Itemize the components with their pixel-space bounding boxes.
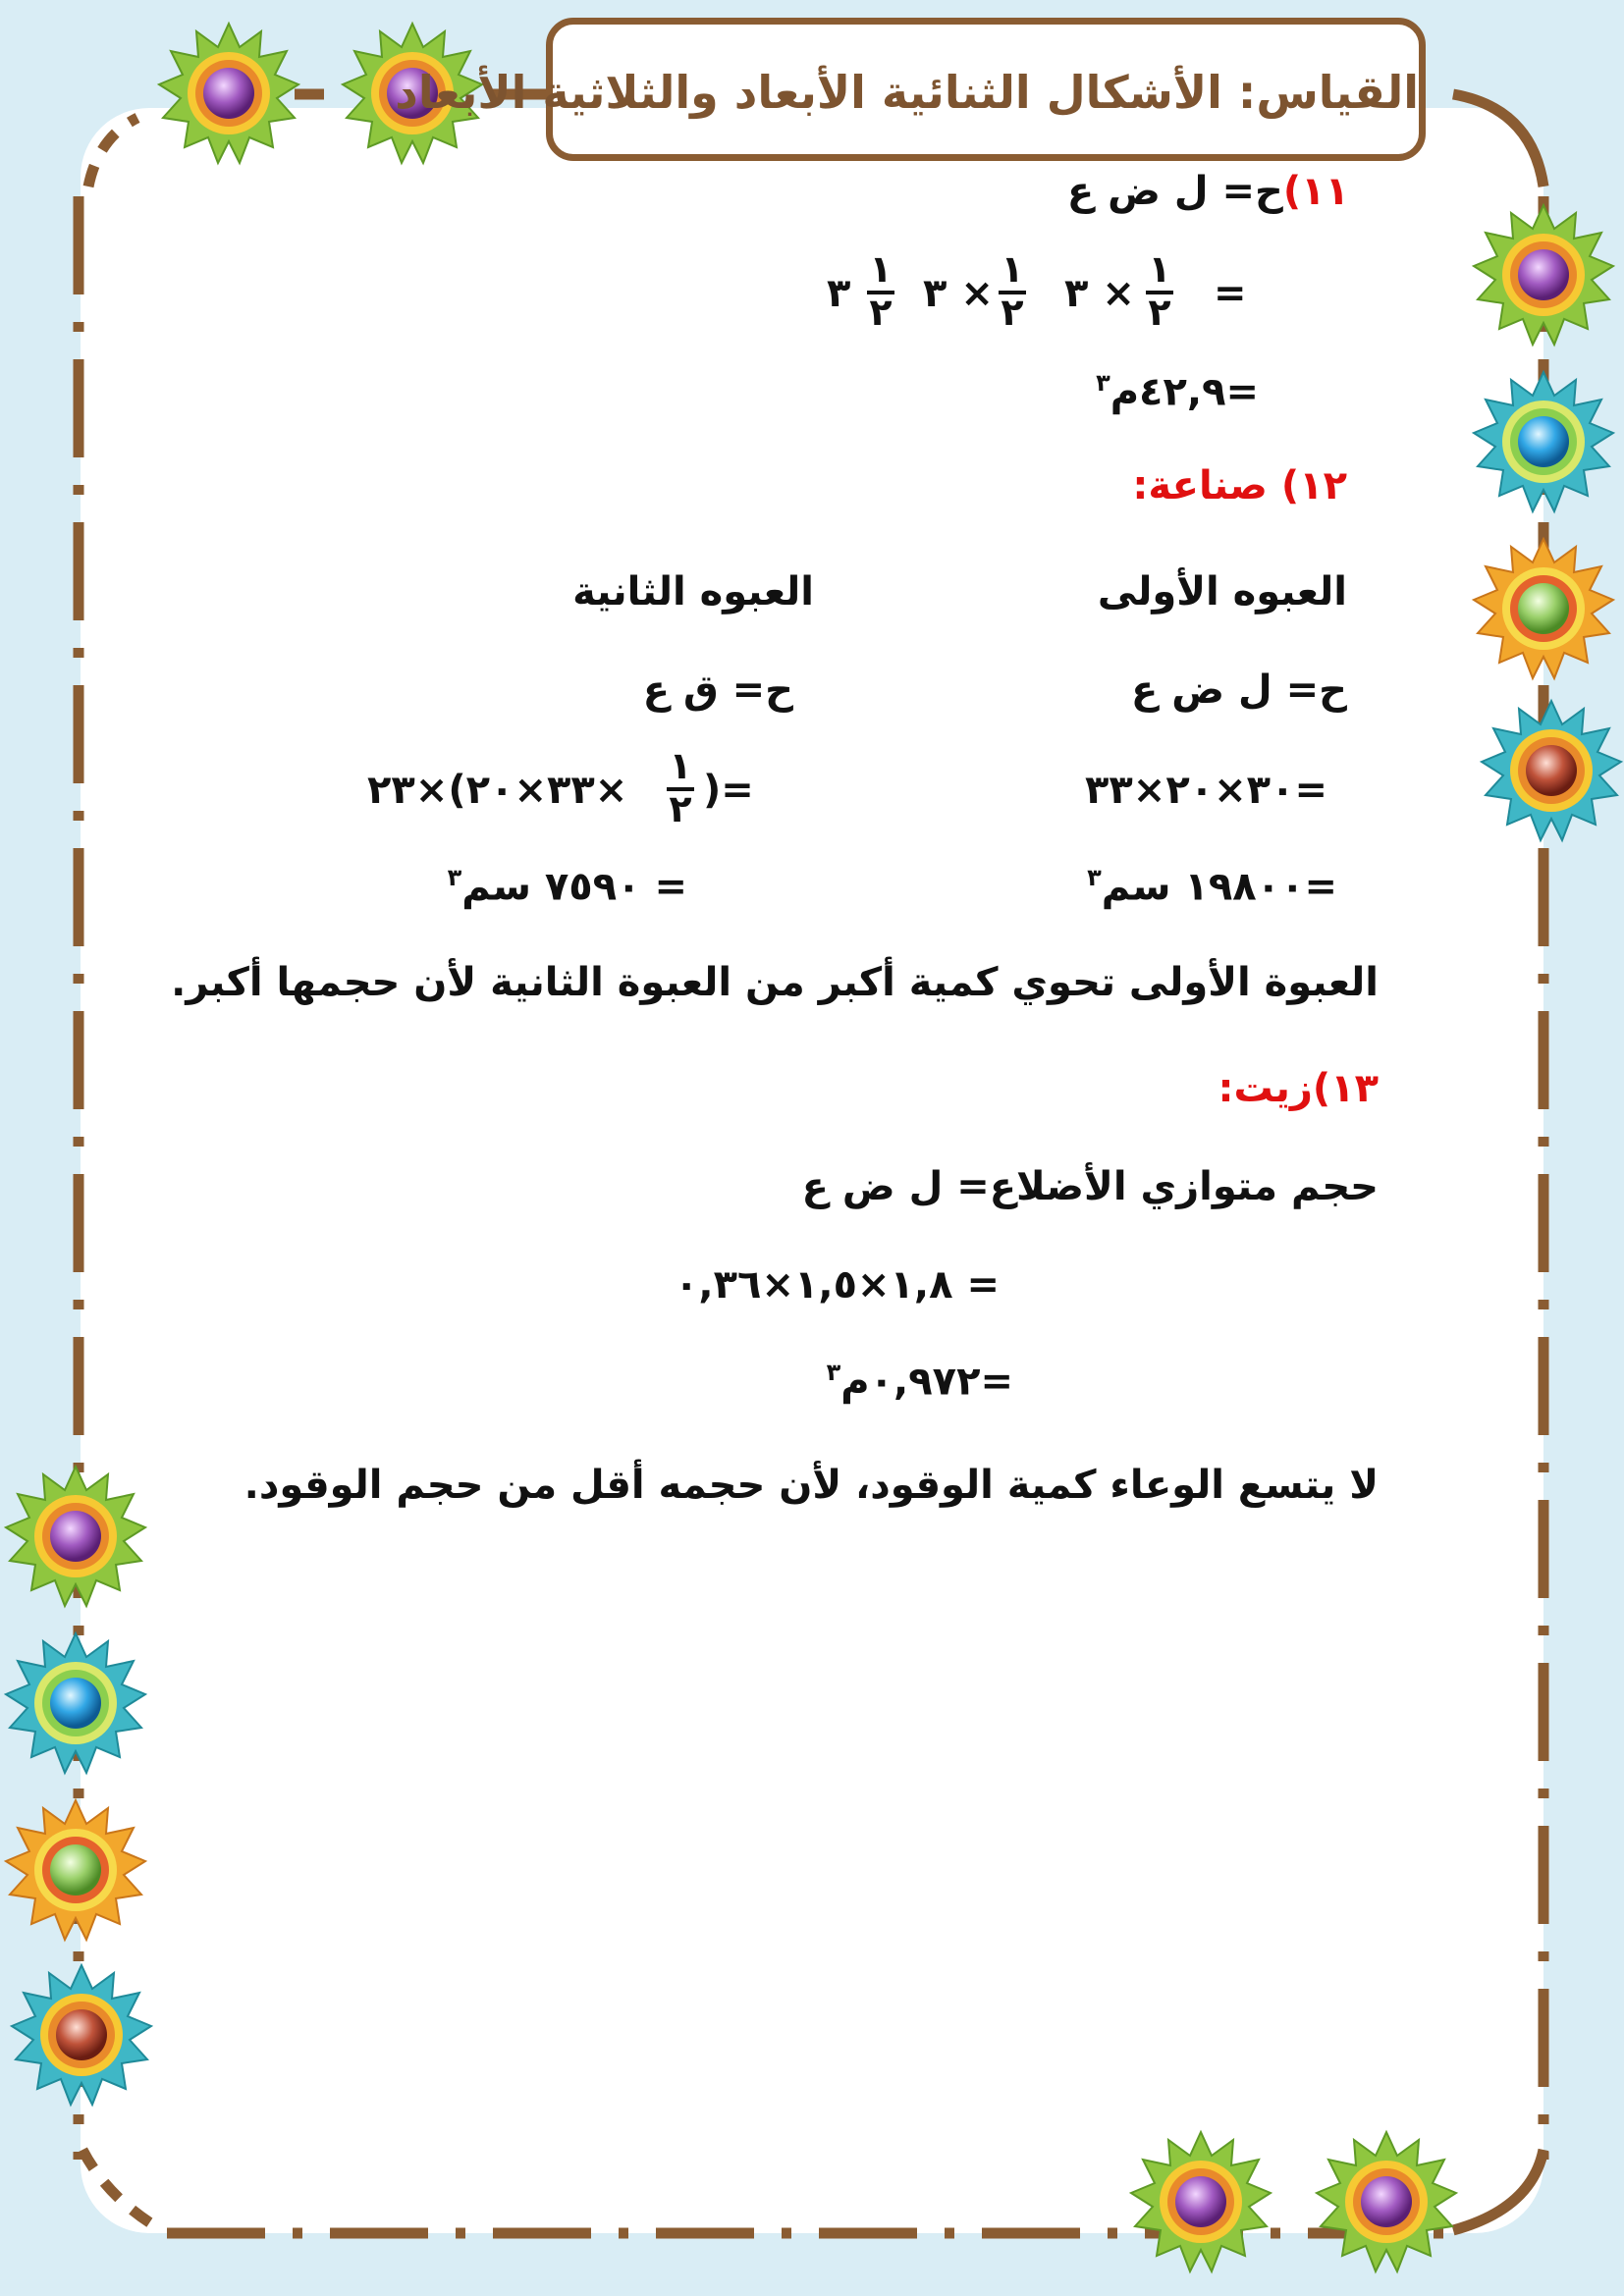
problem-12-heading (1132, 463, 1347, 508)
second-result: = ٧٥٩٠ سم$^٣$ (447, 864, 687, 910)
fraction-half: ١ ٢ (864, 251, 897, 330)
prism-result: =٠,٩٧٢م$^٣$ (826, 1359, 1013, 1405)
second-calc-rest: ×٣٣×٢٠)×٢٣ (367, 768, 628, 813)
flower-ornament-icon (1478, 697, 1624, 844)
problem-12-conclusion: العبوة الأولى تحوي كمية أكبر من العبوة الثانية لأن حجمها أكبر. (171, 960, 1379, 1005)
second-package-heading: العبوه الثانية (572, 569, 814, 614)
flower-ornament-icon (2, 1796, 149, 1944)
problem-11-result: =٤٢,٩م$^٣$ (1096, 369, 1259, 415)
fraction-half: ١ ٢ (1143, 251, 1176, 330)
second-calc-open: =( (703, 768, 754, 813)
second-formula: ح= ق ع (642, 667, 793, 713)
problem-13-conclusion: لا يتسع الوعاء كمية الوقود، لأن حجمه أقل من حجم الوقود. (244, 1463, 1379, 1508)
first-calc: =٣٠×٢٠×٣٣ (1084, 768, 1327, 813)
flower-ornament-icon (2, 1463, 149, 1610)
flower-ornament-icon (8, 1961, 155, 2109)
problem-13-heading (1218, 1066, 1380, 1111)
fraction-half: ١ ٢ (996, 251, 1029, 330)
calc-part: × ٣ (1064, 271, 1135, 316)
equals-sign: = (1214, 271, 1247, 316)
first-result: =١٩٨٠٠ سم$^٣$ (1087, 864, 1337, 910)
flower-ornament-icon (1313, 2128, 1460, 2275)
first-formula: ح= ل ض ع (1131, 667, 1347, 713)
problem-label: زيت: (1218, 1066, 1313, 1111)
title-banner (395, 18, 1426, 161)
flower-ornament-icon (1470, 201, 1617, 348)
problem-number: ١٢) (1280, 463, 1347, 508)
flower-ornament-icon (2, 1629, 149, 1777)
calc-part: ٣ (827, 271, 851, 316)
first-package-heading: العبوه الأولى (1097, 569, 1347, 614)
flower-ornament-icon (1470, 368, 1617, 515)
flower-ornament-icon (155, 20, 302, 167)
flower-ornament-icon (1127, 2128, 1274, 2275)
problem-11-line (1067, 169, 1349, 214)
calc-part: × ٣ (923, 271, 994, 316)
problem-label: صناعة: (1132, 463, 1268, 508)
volume-formula: ح= ل ض ع (1066, 169, 1283, 214)
problem-number: ١٣) (1312, 1066, 1379, 1111)
page-title: القياس: الأشكال الثنائية الأبعاد والثلاثية الأبعاد (395, 66, 1419, 119)
flower-ornament-icon (1470, 535, 1617, 682)
fraction-half: ١ ٢ (664, 748, 697, 827)
prism-calc: = ١,٨×١,٥×٠,٣٦ (675, 1262, 1000, 1308)
problem-number: ١١) (1282, 169, 1349, 214)
prism-volume-formula: حجم متوازي الأضلاع= ل ض ع (801, 1164, 1379, 1209)
